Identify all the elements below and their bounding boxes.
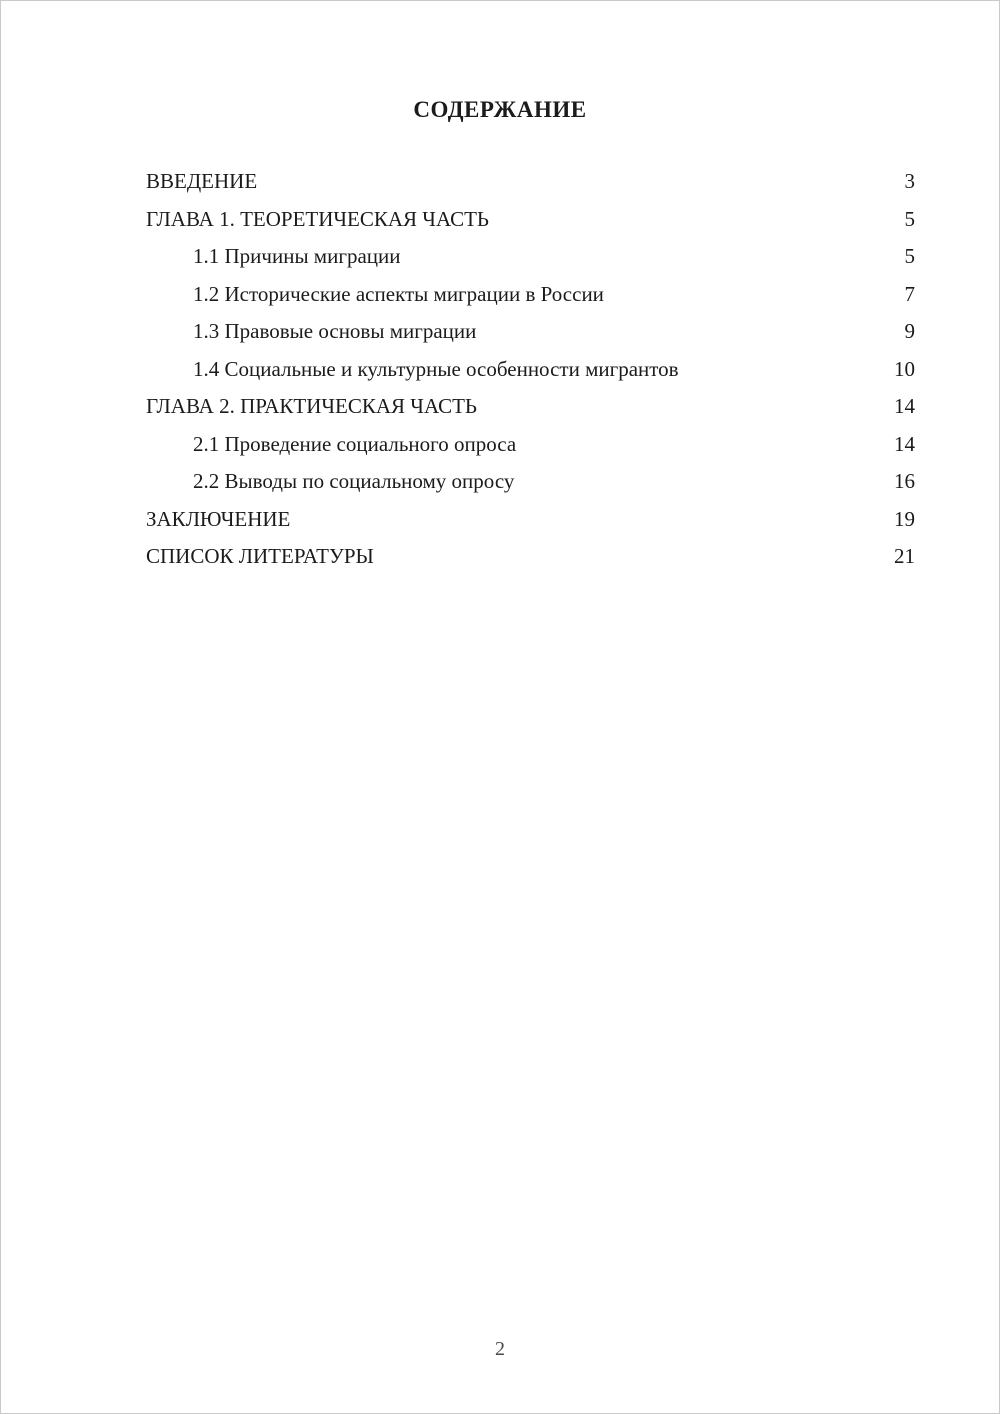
toc-entry — [146, 163, 915, 201]
toc-entry-label: 1.1 Причины миграции — [193, 244, 401, 268]
toc-entry — [146, 388, 915, 426]
toc-entry-label: 1.2 Исторические аспекты миграции в России — [193, 281, 604, 306]
toc-entry-label: 2.2 Выводы по социальному опросу — [193, 469, 515, 493]
toc-entry-label: 2.1 Проведение социального опроса — [193, 431, 517, 456]
toc-entry-label: ВВЕДЕНИЕ — [146, 169, 258, 193]
toc-entry-page: 7 — [904, 281, 915, 306]
toc-entry — [146, 463, 915, 501]
toc-entry-page: 14 — [894, 431, 915, 456]
toc-entry — [146, 538, 915, 576]
toc-entry — [146, 313, 915, 351]
toc-entry-label: 1.4 Социальные и культурные особенности мигрантов — [193, 356, 679, 381]
toc-entry — [146, 501, 915, 539]
toc-entry-page: 21 — [894, 544, 915, 568]
toc-entry-label: ЗАКЛЮЧЕНИЕ — [146, 506, 291, 531]
page-number: 2 — [495, 1338, 505, 1360]
toc-entry-label: ГЛАВА 1. ТЕОРЕТИЧЕСКАЯ ЧАСТЬ — [146, 206, 489, 231]
toc-entry-page: 19 — [894, 506, 915, 531]
toc-entry — [146, 351, 915, 389]
toc-entry-label: ГЛАВА 2. ПРАКТИЧЕСКАЯ ЧАСТЬ — [146, 394, 477, 418]
toc-entry-page: 5 — [904, 206, 915, 231]
toc-entry — [146, 238, 915, 276]
toc-entry — [146, 426, 915, 464]
table-of-contents — [146, 163, 915, 576]
toc-entry-label: 1.3 Правовые основы миграции — [193, 319, 477, 343]
toc-entry — [146, 276, 915, 314]
toc-entry-page: 3 — [904, 169, 915, 193]
toc-entry — [146, 201, 915, 239]
page-title: СОДЕРЖАНИЕ — [413, 97, 587, 122]
toc-entry-page: 5 — [904, 244, 915, 268]
toc-entry-page: 9 — [904, 319, 915, 343]
toc-entry-page: 14 — [894, 394, 915, 418]
toc-entry-page: 10 — [894, 356, 915, 381]
toc-entry-page: 16 — [894, 469, 915, 493]
toc-entry-label: СПИСОК ЛИТЕРАТУРЫ — [146, 544, 374, 568]
